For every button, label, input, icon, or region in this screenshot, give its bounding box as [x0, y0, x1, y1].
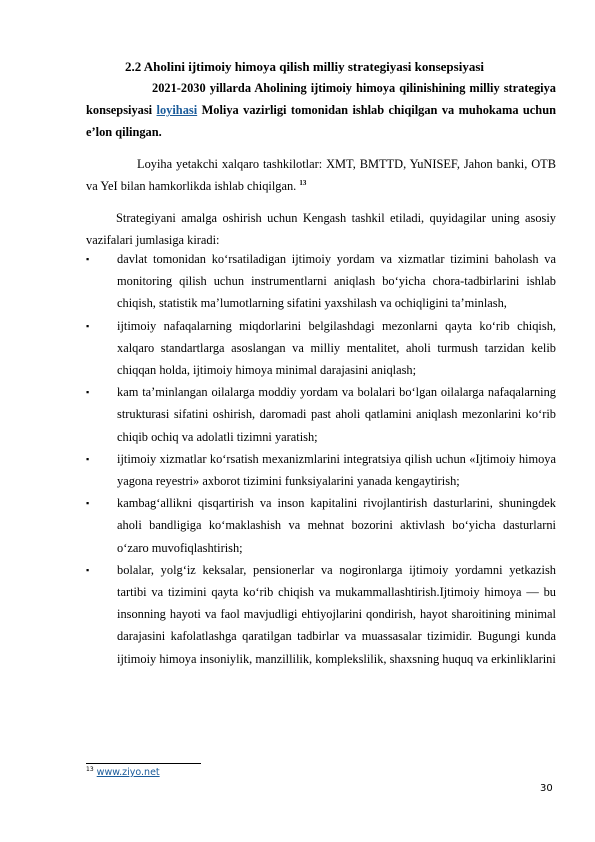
footnote — [86, 767, 160, 778]
footnote-ref[interactable]: 13 — [299, 179, 307, 188]
tasks-list — [86, 248, 556, 670]
list-item — [86, 559, 556, 670]
bullet-icon: ▪ — [86, 453, 90, 464]
list-item-text: bolalar, yolg‘iz keksalar, pensionerlar va nogironlarga ijtimoiy yordamni yetkazish tartibi va tizimini qayta ko‘rib chiqish va mukammallashtirish.Ijtimoiy himoya — bu insonning hayoti va faol mavjudligi ehtiyojlarini qondirish, hayot sharoitining minimal darajasini kafolatlashga qaratilgan tadbirlar va muassasalar tizimidir. Bugungi kunda ijtimoiy himoya insoniylik, manzillilik, komplekslilik, shaxsning huquq va erkinliklarini — [117, 562, 556, 666]
bullet-icon: ▪ — [86, 564, 90, 575]
bullet-icon: ▪ — [86, 498, 90, 509]
list-item — [86, 381, 556, 448]
council-paragraph: Strategiyani amalga oshirish uchun Kengash tashkil etiladi, quyidagilar uning asosiy vazifalari jumlasiga kiradi: — [86, 211, 556, 248]
list-item-text: ijtimoiy xizmatlar ko‘rsatish mexanizmlarini integratsiya qilish uchun «Ijtimoiy himoya yagona reyestri» axborot tizimini funksiyalarini yanada kengaytirish; — [117, 451, 556, 489]
bullet-icon: ▪ — [86, 387, 90, 398]
page-number: 30 — [540, 783, 553, 794]
list-item-text: davlat tomonidan ko‘rsatiladigan ijtimoiy yordam va xizmatlar tizimini baholash va monitoring qilish uchun instrumentlarni aniqlash bo‘yicha chora-tadbirlarini ishlab chiqish, statistik ma’lumotlarning sifatini yaxshilash va ochiqligini ta’minlash, — [117, 252, 556, 311]
list-item-text: ijtimoiy nafaqalarning miqdorlarini belgilashdagi mezonlarni qayta ko‘rib chiqish, xalqaro standartlarga asoslangan va milliy mentalitet, aholi turmush tarzidan kelib chiqqan holda, ijtimoiy himoya minimal darajasini aniqlash; — [117, 318, 556, 378]
partners-text: Loyiha yetakchi xalqaro tashkilotlar: XMT, BMTTD, YuNISEF, Jahon banki, OTB va YeI bilan hamkorlikda ishlab chiqilgan. — [86, 157, 556, 194]
partners-paragraph — [86, 153, 556, 197]
footnote-number: 13 — [86, 765, 94, 773]
intro-paragraph — [86, 77, 556, 144]
intro-text-continued: Moliya vazirligi tomonidan ishlab chiqilgan va muhokama uchun e’lon qilingan. — [86, 103, 556, 140]
list-item-text: kam ta’minlangan oilalarga moddiy yordam va bolalari bo‘lgan oilalarga nafaqalarning strukturasi sifatini oshirish, daromadi past aholi qatlamini aniqlash mezonlarini ko‘rib chiqib ochiq va adolatli tizimni yaratish; — [117, 385, 556, 444]
bullet-icon: ▪ — [86, 320, 90, 331]
list-item — [86, 492, 556, 559]
section-heading: 2.2 Aholini ijtimoiy himoya qilish milliy strategiyasi konsepsiyasi — [125, 59, 484, 74]
list-item — [86, 448, 556, 492]
bullet-icon: ▪ — [86, 254, 90, 264]
list-item-text: kambag‘allikni qisqartirish va inson kapitalini rivojlantirish dasturlarini, shuningdek aholi bandligiga ko‘maklashish va mehnat bozorini aktivlash bo‘yicha dasturlarni o‘zaro muvofiqlashtirish; — [117, 496, 556, 555]
loyihasi-link[interactable]: loyihasi — [156, 103, 198, 118]
footnote-divider — [86, 763, 201, 764]
footnote-link[interactable]: www.ziyo.net — [96, 767, 160, 778]
list-item — [86, 248, 556, 315]
list-item — [86, 315, 556, 382]
intro-text: 2021-2030 yillarda Aholining ijtimoiy himoya qilinishining milliy strategiya konsepsiyasi — [86, 81, 556, 118]
